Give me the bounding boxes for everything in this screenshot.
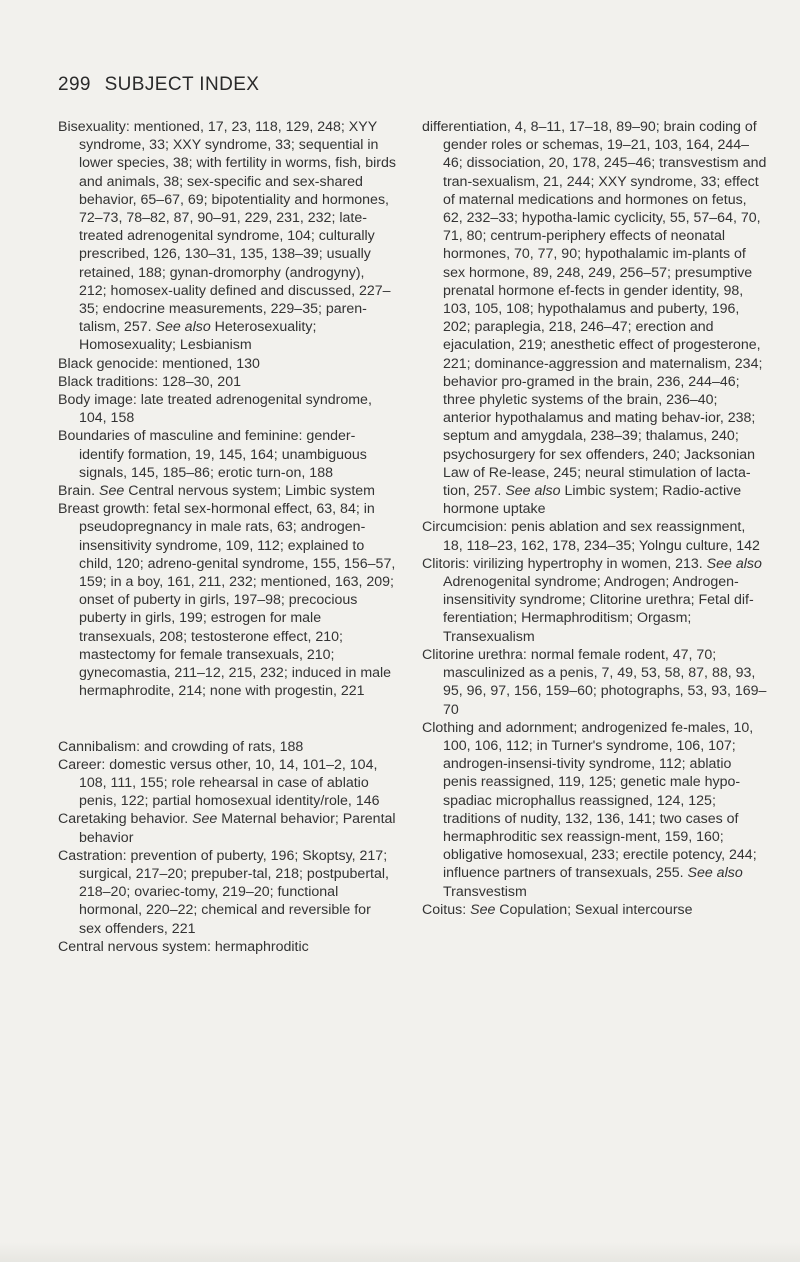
index-entry: differentiation, 4, 8–11, 17–18, 89–90; brain coding of gender roles or schemas, 19–21, 103, 164, 244–46; dissociation, 20, 178, 245–46; transvestism and tran-sexualism, 21, 244; XXY syndrome, 33; effect of maternal medications and hormones on fetus, 62, 232–33; hypotha-lamic cyclicity, 55, 57–64, 70, 71, 80; centrum-periphery effects of neonatal hormones, 70, 77, 90; hypothalamic im-plants of sex hormone, 89, 248, 249, 256–57; presumptive prenatal hormone ef-fects in gender identity, 98, 103, 105, 108; hypothalamus and puberty, 196, 202; paraplegia, 218, 246–47; erection and ejaculation, 219; anesthetic effect of progesterone, 221; dominance-aggression and maternalism, 234; behavior pro-gramed in the brain, 236, 244–46; three phyletic systems of the brain, 236–40; anterior hypothalamus and mating behav-ior, 238; septum and amygdala, 238–39; thalamus, 240; psychosurgery for sex offenders, 240; Jacksonian Law of Re-lease, 245; neural stimulation of lacta-tion, 257. See also Limbic system; Radio-active hormone uptake bbox=[422, 119, 767, 518]
index-column-right bbox=[422, 118, 767, 919]
index-entry: Career: domestic versus other, 10, 14, 101–2, 104, 108, 111, 155; role rehearsal in case of ablatio penis, 122; partial homosexual identity/role, 146 bbox=[58, 756, 380, 810]
page-header bbox=[58, 74, 259, 96]
index-entry: Cannibalism: and crowding of rats, 188 bbox=[58, 738, 304, 755]
index-entry: Castration: prevention of puberty, 196; Skoptsy, 217; surgical, 217–20; prepuber-tal, 218; postpubertal, 218–20; ovariec-tomy, 219–20; functional hormonal, 220–22; chemical and reversible for sex offenders, 221 bbox=[58, 847, 389, 937]
index-entry: Clothing and adornment; androgenized fe-males, 10, 100, 106, 112; in Turner's syndrome, 106, 107; androgen-insensi-tivity syndrome, 112; ablatio penis reassigned, 119, 125; genetic male hypo-spadiac microphallus reassigned, 124, 125; traditions of nudity, 132, 136, 141; two cases of hermaphroditic sex reassign-ment, 159, 160; obligative homosexual, 233; erectile potency, 244; influence partners of transexuals, 255. See also Transvestism bbox=[422, 719, 757, 900]
index-entry: Boundaries of masculine and feminine: gender-identify formation, 19, 145, 164; unambiguous signals, 145, 185–86; erotic turn-on, 188 bbox=[58, 428, 367, 481]
page-title: SUBJECT INDEX bbox=[104, 74, 260, 95]
index-entry: Bisexuality: mentioned, 17, 23, 118, 129, 248; XYY syndrome, 33; XXY syndrome, 33; sequential in lower species, 38; with fertility in worms, fish, birds and animals, 38; sex-specific and sex-shared behavior, 65–67, 69; bipotentiality and hormones, 72–73, 78–82, 87, 90–91, 229, 231, 232; late-treated adrenogenital syndrome, 104; culturally prescribed, 126, 130–31, 135, 138–39; usually retained, 188; gynan-dromorphy (androgyny), 212; homosex-uality defined and discussed, 227–35; endocrine measurements, 229–35; paren-talism, 257. See also Heterosexuality; Homosexuality; Lesbianism bbox=[58, 119, 396, 354]
index-entry: Black traditions: 128–30, 201 bbox=[58, 373, 241, 390]
index-entry: Black genocide: mentioned, 130 bbox=[58, 355, 260, 372]
index-entry: Central nervous system: hermaphroditic bbox=[58, 938, 309, 955]
index-entry: Coitus: See Copulation; Sexual intercourse bbox=[422, 901, 693, 918]
index-entry: Breast growth: fetal sex-hormonal effect, 63, 84; in pseudopregnancy in male rats, 63; androgen-insensitivity syndrome, 109, 112; explained to child, 120; adreno-genital syndrome, 155, 156–57, 159; in a boy, 161, 211, 232; mentioned, 163, 209; onset of puberty in girls, 197–98; precocious puberty in girls, 199; estrogen for male transexuals, 208; testosterone effect, 210; mastectomy for female transexuals, 210; gynecomastia, 211–12, 215, 232; induced in male hermaphrodite, 214; none with progestin, 221 bbox=[58, 501, 396, 700]
index-entry: Circumcision: penis ablation and sex reassignment, 18, 118–23, 162, 178, 234–35; Yolngu culture, 142 bbox=[422, 519, 760, 554]
index-entry: Brain. See Central nervous system; Limbic system bbox=[58, 483, 375, 500]
entry-gap bbox=[58, 701, 396, 738]
index-entry: Body image: late treated adrenogenital syndrome, 104, 158 bbox=[58, 392, 372, 427]
index-column-left bbox=[58, 118, 396, 956]
page-shadow bbox=[0, 1242, 800, 1262]
page-number: 299 bbox=[58, 74, 91, 95]
index-entry: Caretaking behavior. See Maternal behavior; Parental behavior bbox=[58, 811, 396, 846]
index-entry: Clitorine urethra: normal female rodent, 47, 70; masculinized as a penis, 7, 49, 53, 58, 87, 88, 93, 95, 96, 97, 156, 159–60; photographs, 53, 93, 169–70 bbox=[422, 646, 767, 718]
index-entry: Clitoris: virilizing hypertrophy in women, 213. See also Adrenogenital syndrome; Androgen; Androgen-insensitivity syndrome; Clitorine urethra; Fetal dif-ferentiation; Hermaphroditism; Orgasm; Transexualism bbox=[422, 555, 762, 645]
